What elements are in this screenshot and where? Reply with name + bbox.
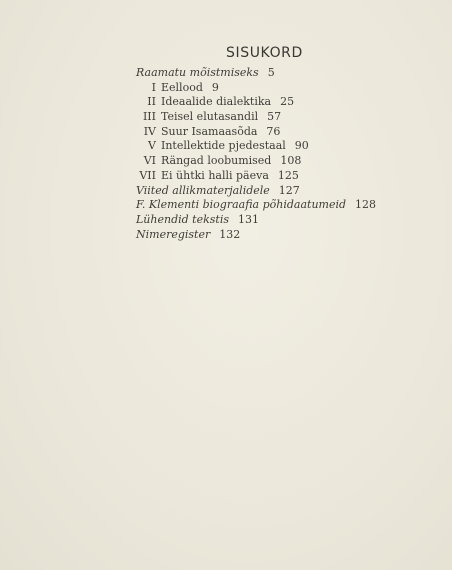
toc-entry-numeral: I [151,80,156,94]
page-title: SISUKORD [226,45,303,62]
toc-entry-numeral: VI [143,154,156,168]
toc-entry-title: Eellood 9 [161,80,219,94]
toc-entry-title: Suur Isamaasõda 76 [161,124,281,138]
table-of-contents [0,66,452,242]
toc-entry-page: 108 [280,154,302,168]
toc-entry [0,110,452,125]
toc-entry [0,228,452,243]
toc-entry-numeral: IV [143,124,156,138]
toc-entry-numeral: II [147,95,156,109]
toc-entry [0,213,452,228]
toc-entry-page: 125 [277,168,299,182]
toc-entry-page: 5 [267,66,275,79]
toc-entry-title: Viited allikmaterjalidele 127 [136,183,300,197]
toc-entry [0,95,452,110]
toc-entry-page: 25 [280,95,295,109]
toc-entry-title: Ideaalide dialektika 25 [161,95,295,109]
toc-entry-title: Raamatu mõistmiseks 5 [136,66,275,79]
toc-entry [0,66,452,81]
toc-entry-numeral: V [148,139,156,153]
toc-entry-page: 127 [278,183,300,197]
toc-entry-page: 76 [266,124,281,138]
toc-entry [0,198,452,213]
toc-entry [0,125,452,140]
toc-entry-title: Nimeregister 132 [136,227,241,241]
toc-entry-page: 128 [355,198,377,212]
toc-entry-page: 131 [238,212,259,226]
toc-entry-title: F. Klementi biograafia põhidaatumeid 128 [136,198,377,212]
toc-entry [0,169,452,184]
toc-entry-numeral: VII [139,168,156,182]
toc-entry-page: 90 [294,139,309,153]
toc-entry-page: 132 [219,227,241,241]
toc-entry-title: Lühendid tekstis 131 [136,212,259,226]
toc-entry-page: 57 [267,110,282,124]
toc-entry-numeral: III [142,110,156,124]
toc-entry [0,81,452,96]
toc-entry [0,184,452,199]
toc-entry [0,139,452,154]
toc-entry-title: Rängad loobumised 108 [161,154,302,168]
toc-entry [0,154,452,169]
toc-entry-title: Ei ühtki halli päeva 125 [161,168,299,182]
toc-entry-title: Intellektide pjedestaal 90 [161,139,309,153]
toc-entry-page: 9 [211,80,219,94]
toc-entry-title: Teisel elutasandil 57 [161,110,282,124]
